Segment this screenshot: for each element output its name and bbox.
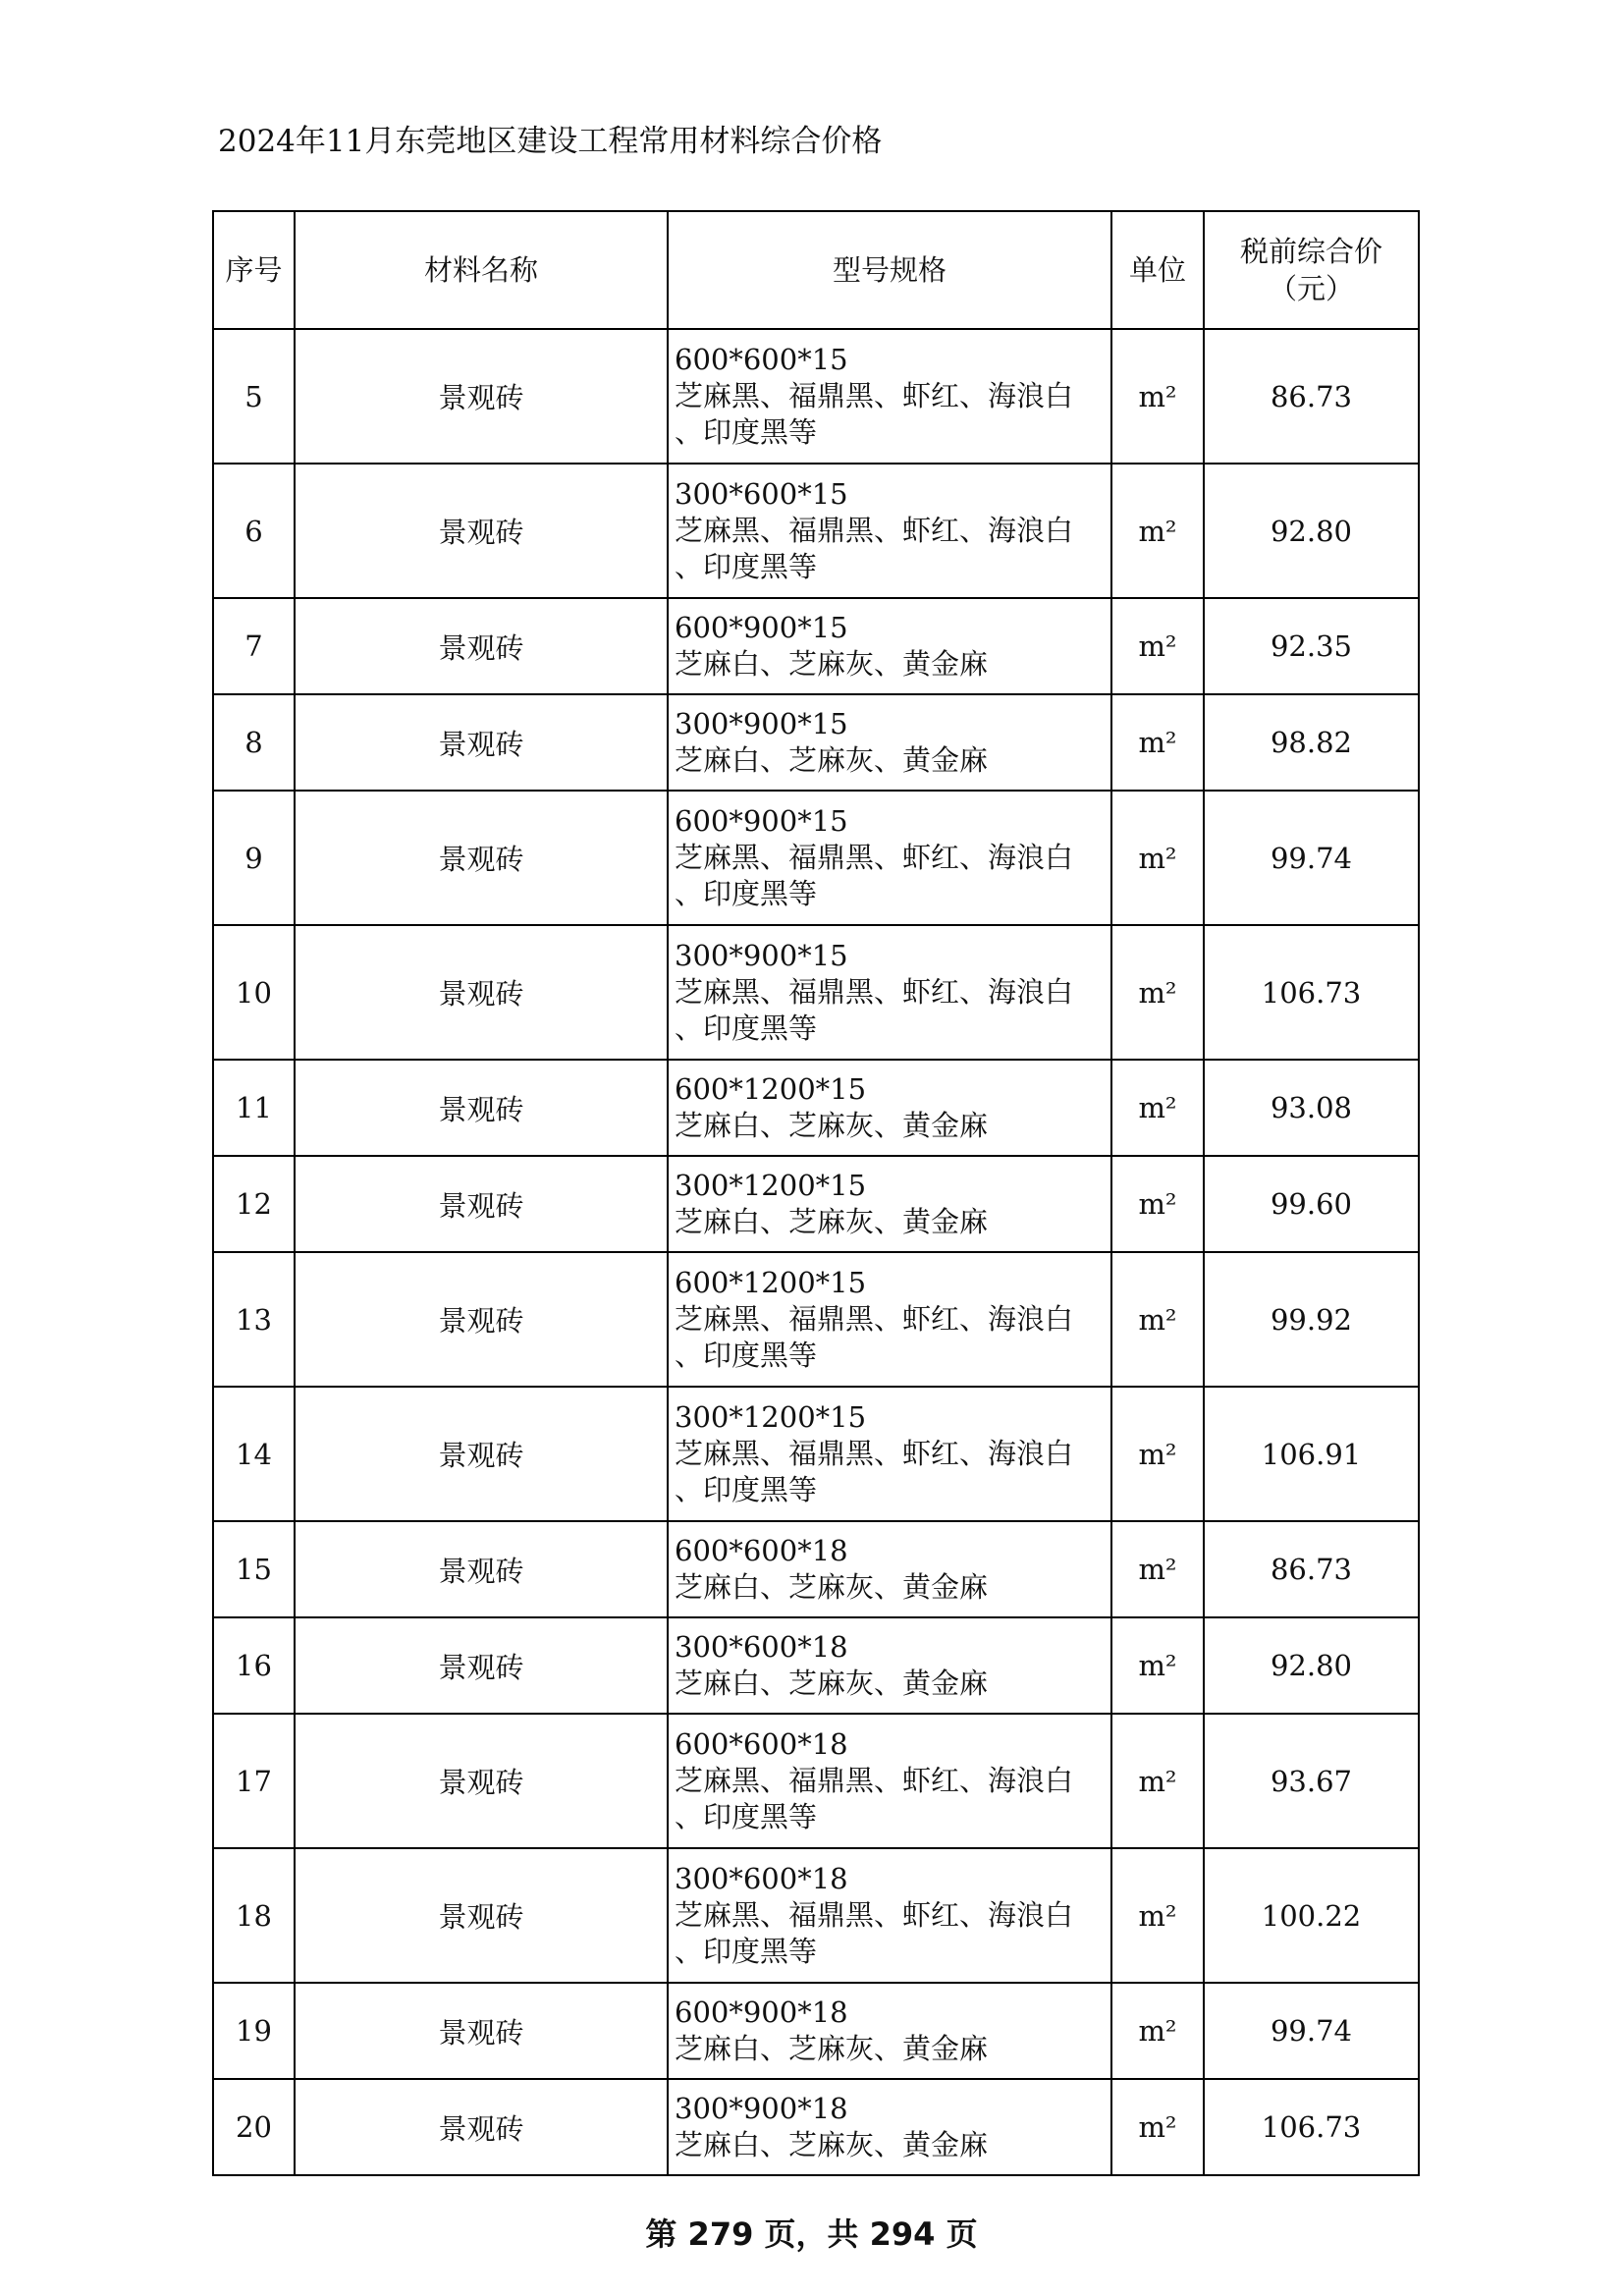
material-name: 景观砖	[295, 1983, 668, 2079]
unit: m²	[1111, 1617, 1204, 1714]
spec-cell	[668, 1714, 1111, 1848]
table-row	[213, 1848, 1419, 1983]
row-number: 7	[213, 598, 295, 694]
spec-cell	[668, 1060, 1111, 1156]
header-no: 序号	[213, 211, 295, 329]
row-number: 20	[213, 2079, 295, 2175]
spec-size: 600*600*15	[675, 343, 848, 376]
row-number: 6	[213, 464, 295, 598]
spec-description-line: 、印度黑等	[675, 1473, 818, 1506]
price: 93.08	[1204, 1060, 1419, 1156]
table-row	[213, 1521, 1419, 1617]
price: 92.80	[1204, 1617, 1419, 1714]
material-name: 景观砖	[295, 925, 668, 1060]
spec-cell	[668, 598, 1111, 694]
row-number: 8	[213, 694, 295, 791]
spec-description-line: 、印度黑等	[675, 877, 818, 910]
row-number: 13	[213, 1252, 295, 1387]
header-row	[213, 211, 1419, 329]
row-number: 15	[213, 1521, 295, 1617]
spec-description-line: 、印度黑等	[675, 415, 818, 449]
table-row	[213, 694, 1419, 791]
unit: m²	[1111, 1387, 1204, 1521]
row-number: 14	[213, 1387, 295, 1521]
spec-size: 600*1200*15	[675, 1266, 867, 1299]
price: 86.73	[1204, 329, 1419, 464]
spec-cell	[668, 791, 1111, 925]
unit: m²	[1111, 791, 1204, 925]
spec-description-line: 芝麻白、芝麻灰、黄金麻	[675, 2128, 989, 2161]
table-row	[213, 329, 1419, 464]
spec-description-line: 芝麻黑、福鼎黑、虾红、海浪白	[675, 379, 1074, 412]
material-name: 景观砖	[295, 694, 668, 791]
spec-cell	[668, 1617, 1111, 1714]
unit: m²	[1111, 1252, 1204, 1387]
spec-description-line: 芝麻白、芝麻灰、黄金麻	[675, 1205, 989, 1238]
spec-description-line: 、印度黑等	[675, 1011, 818, 1045]
spec-description-line: 芝麻白、芝麻灰、黄金麻	[675, 2032, 989, 2065]
spec-cell	[668, 925, 1111, 1060]
spec-description-line: 芝麻黑、福鼎黑、虾红、海浪白	[675, 514, 1074, 547]
unit: m²	[1111, 1983, 1204, 2079]
page-footer: 第 279 页，共 294 页	[645, 2215, 978, 2253]
price: 99.60	[1204, 1156, 1419, 1252]
row-number: 18	[213, 1848, 295, 1983]
table-row	[213, 598, 1419, 694]
header-price-line2: （元）	[1268, 272, 1354, 305]
material-name: 景观砖	[295, 1252, 668, 1387]
spec-size: 300*1200*15	[675, 1400, 867, 1434]
price: 100.22	[1204, 1848, 1419, 1983]
spec-cell	[668, 329, 1111, 464]
spec-description-line: 、印度黑等	[675, 1935, 818, 1968]
material-name: 景观砖	[295, 1617, 668, 1714]
unit: m²	[1111, 1714, 1204, 1848]
spec-size: 600*900*15	[675, 611, 848, 644]
price-table	[212, 210, 1420, 2176]
table-row	[213, 1060, 1419, 1156]
spec-cell	[668, 1983, 1111, 2079]
header-spec: 型号规格	[668, 211, 1111, 329]
spec-description-line: 芝麻白、芝麻灰、黄金麻	[675, 1570, 989, 1604]
row-number: 19	[213, 1983, 295, 2079]
spec-description-line: 、印度黑等	[675, 1339, 818, 1372]
spec-description-line: 芝麻黑、福鼎黑、虾红、海浪白	[675, 841, 1074, 874]
material-name: 景观砖	[295, 1156, 668, 1252]
spec-size: 600*600*18	[675, 1727, 848, 1761]
header-price-line1: 税前综合价	[1239, 235, 1382, 268]
spec-description-line: 芝麻黑、福鼎黑、虾红、海浪白	[675, 1764, 1074, 1797]
spec-description-line: 芝麻白、芝麻灰、黄金麻	[675, 1109, 989, 1142]
spec-description-line: 芝麻白、芝麻灰、黄金麻	[675, 1667, 989, 1700]
unit: m²	[1111, 1848, 1204, 1983]
spec-description-line: 芝麻黑、福鼎黑、虾红、海浪白	[675, 975, 1074, 1009]
row-number: 16	[213, 1617, 295, 1714]
price: 99.92	[1204, 1252, 1419, 1387]
price: 99.74	[1204, 791, 1419, 925]
material-name: 景观砖	[295, 2079, 668, 2175]
material-name: 景观砖	[295, 1387, 668, 1521]
row-number: 9	[213, 791, 295, 925]
row-number: 11	[213, 1060, 295, 1156]
spec-size: 600*600*18	[675, 1534, 848, 1567]
unit: m²	[1111, 1060, 1204, 1156]
spec-cell	[668, 1848, 1111, 1983]
table-row	[213, 791, 1419, 925]
price: 106.73	[1204, 925, 1419, 1060]
spec-size: 300*600*18	[675, 1630, 848, 1664]
spec-size: 300*900*18	[675, 2092, 848, 2125]
spec-size: 300*1200*15	[675, 1169, 867, 1202]
spec-size: 600*900*15	[675, 804, 848, 838]
table-body	[213, 329, 1419, 2175]
spec-size: 300*900*15	[675, 939, 848, 972]
unit: m²	[1111, 598, 1204, 694]
spec-description-line: 芝麻白、芝麻灰、黄金麻	[675, 647, 989, 681]
table-row	[213, 1617, 1419, 1714]
unit: m²	[1111, 2079, 1204, 2175]
unit: m²	[1111, 464, 1204, 598]
spec-cell	[668, 1156, 1111, 1252]
spec-cell	[668, 694, 1111, 791]
spec-cell	[668, 1387, 1111, 1521]
table-row	[213, 1387, 1419, 1521]
row-number: 17	[213, 1714, 295, 1848]
spec-size: 300*600*18	[675, 1862, 848, 1895]
price: 86.73	[1204, 1521, 1419, 1617]
spec-description-line: 芝麻黑、福鼎黑、虾红、海浪白	[675, 1898, 1074, 1932]
spec-description-line: 、印度黑等	[675, 550, 818, 583]
document-title: 2024年11月东莞地区建设工程常用材料综合价格	[218, 124, 883, 159]
table-row	[213, 1983, 1419, 2079]
material-name: 景观砖	[295, 464, 668, 598]
material-name: 景观砖	[295, 1848, 668, 1983]
spec-description-line: 芝麻白、芝麻灰、黄金麻	[675, 743, 989, 777]
row-number: 5	[213, 329, 295, 464]
spec-description-line: 芝麻黑、福鼎黑、虾红、海浪白	[675, 1437, 1074, 1470]
material-name: 景观砖	[295, 1521, 668, 1617]
material-name: 景观砖	[295, 598, 668, 694]
unit: m²	[1111, 925, 1204, 1060]
row-number: 10	[213, 925, 295, 1060]
table-row	[213, 925, 1419, 1060]
header-price	[1204, 211, 1419, 329]
table-row	[213, 2079, 1419, 2175]
row-number: 12	[213, 1156, 295, 1252]
spec-size: 300*900*15	[675, 707, 848, 740]
table-row	[213, 464, 1419, 598]
material-name: 景观砖	[295, 329, 668, 464]
unit: m²	[1111, 329, 1204, 464]
header-unit: 单位	[1111, 211, 1204, 329]
material-name: 景观砖	[295, 1714, 668, 1848]
spec-description-line: 、印度黑等	[675, 1800, 818, 1833]
material-name: 景观砖	[295, 1060, 668, 1156]
unit: m²	[1111, 694, 1204, 791]
unit: m²	[1111, 1521, 1204, 1617]
spec-cell	[668, 1252, 1111, 1387]
table-row	[213, 1252, 1419, 1387]
table-row	[213, 1156, 1419, 1252]
spec-cell	[668, 464, 1111, 598]
price: 92.35	[1204, 598, 1419, 694]
price: 98.82	[1204, 694, 1419, 791]
spec-cell	[668, 2079, 1111, 2175]
header-name: 材料名称	[295, 211, 668, 329]
price: 92.80	[1204, 464, 1419, 598]
spec-size: 600*1200*15	[675, 1072, 867, 1106]
price: 106.91	[1204, 1387, 1419, 1521]
spec-size: 300*600*15	[675, 477, 848, 511]
unit: m²	[1111, 1156, 1204, 1252]
spec-description-line: 芝麻黑、福鼎黑、虾红、海浪白	[675, 1302, 1074, 1336]
price: 99.74	[1204, 1983, 1419, 2079]
table-row	[213, 1714, 1419, 1848]
material-name: 景观砖	[295, 791, 668, 925]
spec-cell	[668, 1521, 1111, 1617]
price: 106.73	[1204, 2079, 1419, 2175]
price: 93.67	[1204, 1714, 1419, 1848]
spec-size: 600*900*18	[675, 1995, 848, 2029]
